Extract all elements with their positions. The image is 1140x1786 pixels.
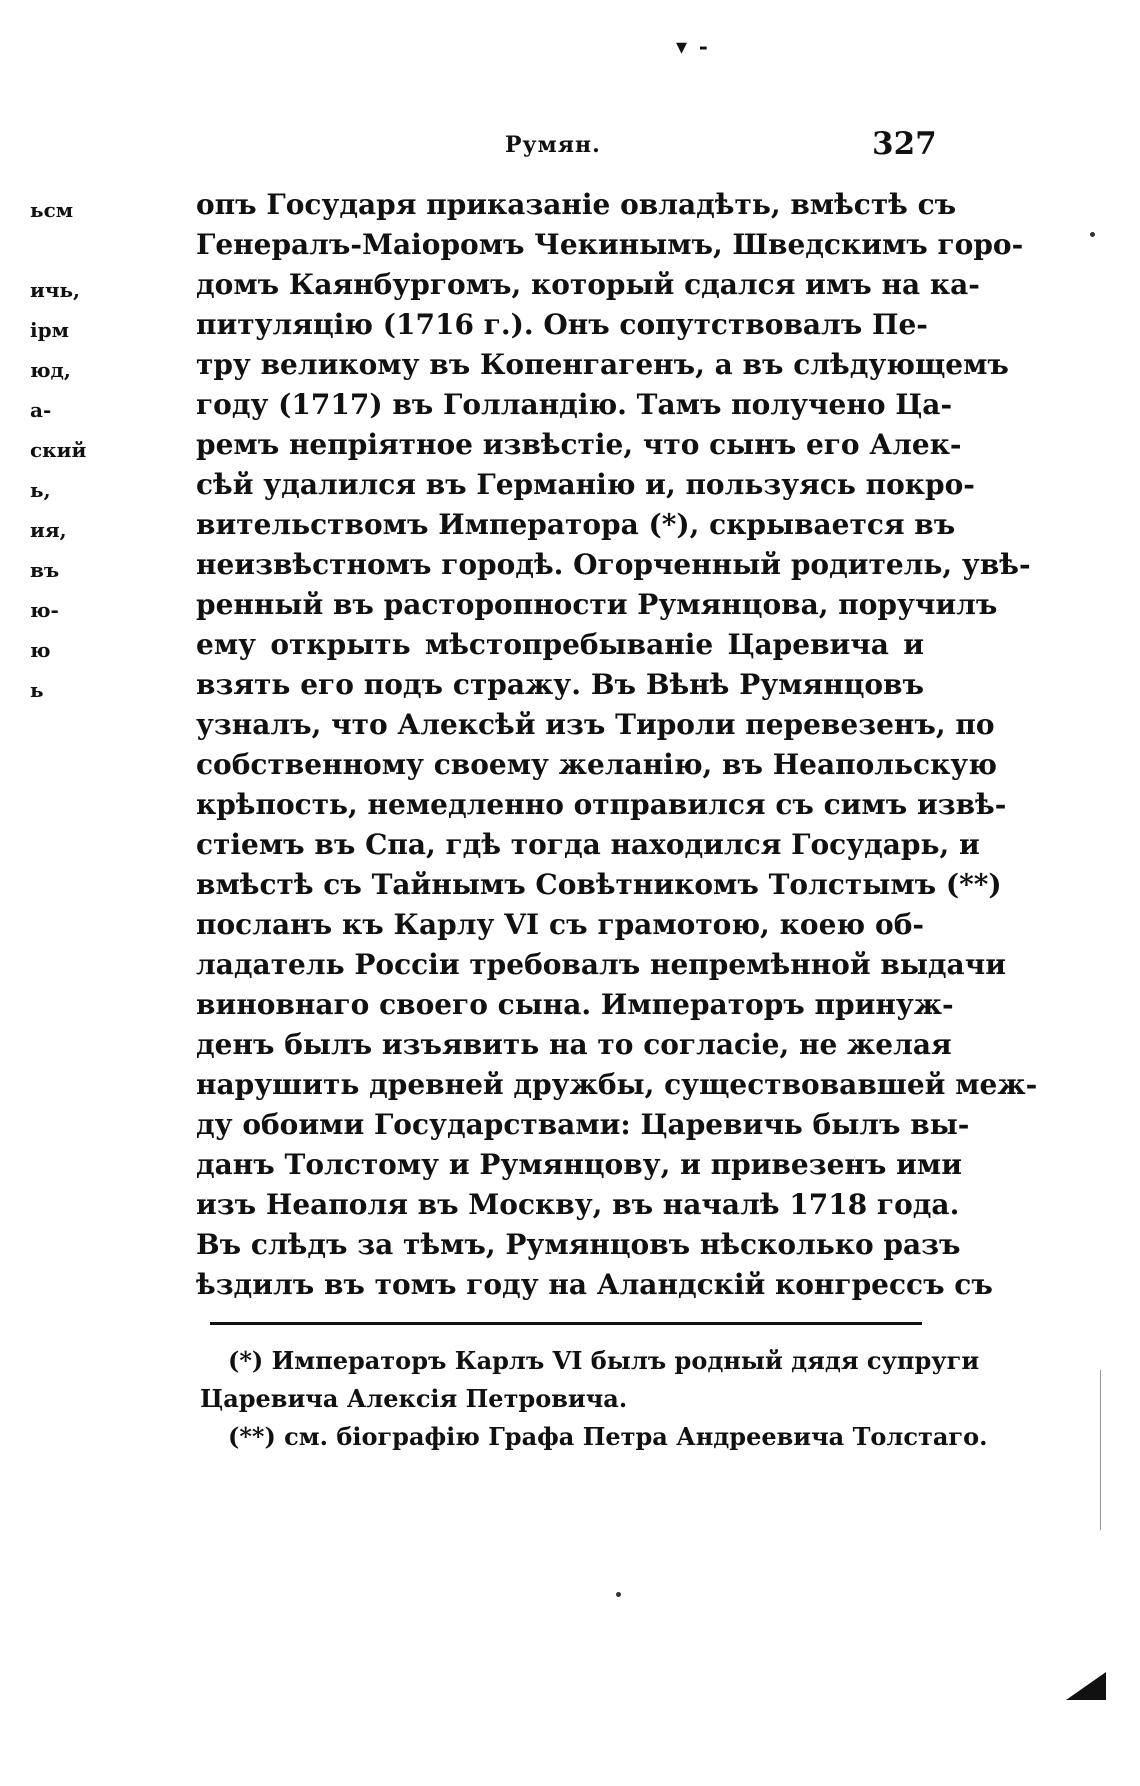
text-line: Генералъ-Маіоромъ Чекинымъ, Шведскимъ горо- bbox=[196, 228, 1024, 261]
text-line: виновнаго своего сына. Императоръ принуж- bbox=[196, 988, 954, 1021]
margin-fragment: ичь, bbox=[30, 278, 81, 302]
text-line: опъ Государя приказаніе овладѣть, вмѣстѣ съ bbox=[196, 188, 957, 221]
text-line: крѣпость, немедленно отправился съ симъ извѣ- bbox=[196, 788, 1007, 821]
text-line: вмѣстѣ съ Тайнымъ Совѣтникомъ Толстымъ (**) bbox=[196, 868, 1002, 901]
left-margin-bleed-through bbox=[30, 190, 87, 790]
margin-fragment: ьсм bbox=[30, 198, 74, 222]
text-line: денъ былъ изъявить на то согласіе, не желая bbox=[196, 1028, 952, 1061]
text-line: тру великому въ Копенгагенъ, а въ слѣдующемъ bbox=[196, 348, 1009, 381]
footnotes-block bbox=[200, 1342, 988, 1456]
margin-fragment bbox=[30, 710, 80, 750]
margin-fragment: ия, bbox=[30, 518, 67, 542]
margin-fragment bbox=[30, 750, 80, 790]
text-line: взять его подъ стражу. Въ Вѣнѣ Румянцовъ bbox=[196, 668, 924, 701]
margin-fragment: въ bbox=[30, 558, 60, 582]
text-line: ему открыть мѣстопребываніе Царевича и bbox=[196, 628, 924, 661]
margin-fragment: ірм bbox=[30, 318, 69, 342]
margin-fragment: а- bbox=[30, 398, 52, 422]
text-line: Въ слѣдъ за тѣмъ, Румянцовъ нѣсколько разъ bbox=[196, 1228, 961, 1261]
footnote-2: (**) см. біографію Графа Петра Андреевича Толстаго. bbox=[228, 1422, 988, 1451]
margin-fragment: юд, bbox=[30, 358, 71, 382]
footnote-1-line-2: Царевича Алексія Петровича. bbox=[200, 1384, 628, 1413]
text-line: ѣздилъ въ томъ году на Аландскій конгрессъ съ bbox=[196, 1268, 993, 1301]
main-text-block bbox=[196, 185, 1038, 1305]
footnote-1-line-1: (*) Императоръ Карлъ VI былъ родный дядя супруги bbox=[228, 1346, 980, 1375]
text-line: ладатель Россіи требовалъ непремѣнной выдачи bbox=[196, 948, 1006, 981]
margin-fragment: ю- bbox=[30, 598, 59, 622]
margin-fragment bbox=[30, 230, 80, 270]
text-line: неизвѣстномъ городѣ. Огорченный родитель, увѣ- bbox=[196, 548, 1031, 581]
text-line: собственному своему желанію, въ Неапольскую bbox=[196, 748, 997, 781]
text-line: ду обоими Государствами: Царевичь былъ вы- bbox=[196, 1108, 970, 1141]
margin-fragment: ь bbox=[30, 678, 44, 702]
text-line: домъ Каянбургомъ, который сдался имъ на ка- bbox=[196, 268, 980, 301]
margin-fragment: ский bbox=[30, 438, 87, 462]
text-line: нарушить древней дружбы, существовавшей меж- bbox=[196, 1068, 1038, 1101]
footnote-rule bbox=[210, 1322, 922, 1325]
page-number: 327 bbox=[872, 126, 937, 162]
text-line: сѣй удалился въ Германію и, пользуясь покро- bbox=[196, 468, 975, 501]
margin-fragment: ю bbox=[30, 638, 51, 662]
text-line: узналъ, что Алексѣй изъ Тироли перевезенъ, по bbox=[196, 708, 995, 741]
text-line: ренный въ расторопности Румянцова, поручилъ bbox=[196, 588, 998, 621]
text-line: ремъ непріятное извѣстіе, что сынъ его Алек- bbox=[196, 428, 962, 461]
running-head: Румян. bbox=[505, 132, 601, 158]
scan-edge-blot bbox=[1066, 1672, 1106, 1700]
text-line: данъ Толстому и Румянцову, и привезенъ ими bbox=[196, 1148, 962, 1181]
margin-fragment: ь, bbox=[30, 478, 51, 502]
stray-dot bbox=[1090, 232, 1095, 237]
stray-dot bbox=[616, 1592, 621, 1597]
text-line: изъ Неаполя въ Москву, въ началѣ 1718 года. bbox=[196, 1188, 960, 1221]
text-line: году (1717) въ Голландію. Тамъ получено Ца- bbox=[196, 388, 953, 421]
text-line: питуляцію (1716 г.). Онъ сопутствовалъ Пе- bbox=[196, 308, 928, 341]
top-printer-mark: ▾ - bbox=[676, 34, 710, 60]
text-line: посланъ къ Карлу VI съ грамотою, коею об- bbox=[196, 908, 924, 941]
text-line: стіемъ въ Спа, гдѣ тогда находился Государь, и bbox=[196, 828, 980, 861]
scan-edge-line bbox=[1100, 1370, 1101, 1530]
text-line: вительствомъ Императора (*), скрывается въ bbox=[196, 508, 956, 541]
